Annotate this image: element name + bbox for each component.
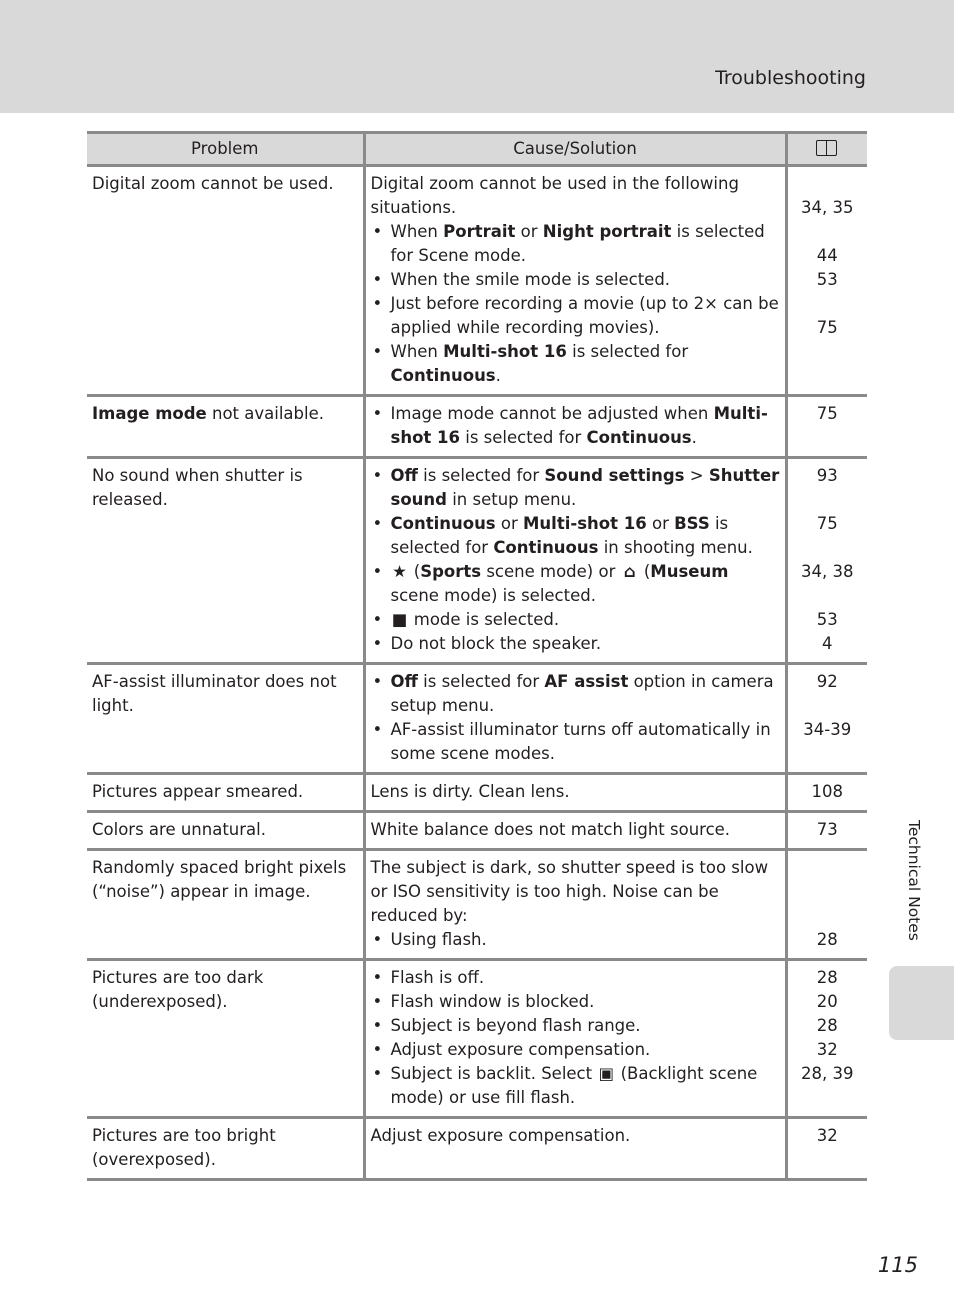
text: When [390, 222, 444, 241]
text: (Backlight scene mode) or use fill flash. [390, 1064, 758, 1107]
book-icon [815, 139, 839, 157]
text: Image mode cannot be adjusted when [390, 404, 714, 423]
page-ref: 53 [816, 610, 838, 629]
text: scene mode) is selected. [390, 586, 596, 605]
page-ref: 44 [816, 246, 838, 265]
problem-cell [87, 166, 364, 396]
page-ref: 73 [816, 820, 838, 839]
setting-name: Shutter sound [390, 466, 780, 509]
text: is selected for [460, 428, 587, 447]
page-ref: 20 [816, 992, 838, 1011]
cause-cell [364, 664, 786, 774]
cause-bullet: • Adjust exposure compensation. [371, 1038, 780, 1062]
table-row [87, 664, 867, 774]
side-tab-label: Technical Notes [905, 820, 923, 941]
text: scene mode) or [481, 562, 621, 581]
problem-text: Colors are unnatural. [92, 820, 266, 839]
text: or [515, 222, 543, 241]
reference-cell [786, 1118, 867, 1180]
problem-text: Pictures appear smeared. [92, 782, 304, 801]
problem-cell [87, 812, 364, 850]
problem-cell [87, 664, 364, 774]
text: mode is selected. [408, 610, 560, 629]
setting-name: Image mode [92, 404, 207, 423]
table-row [87, 396, 867, 458]
setting-name: Continuous [586, 428, 692, 447]
page-number: 115 [877, 1253, 918, 1277]
cause-intro: The subject is dark, so shutter speed is too slow or ISO sensitivity is too high. Noise can be reduced by: [370, 858, 769, 925]
page-ref: 32 [816, 1126, 838, 1145]
text: Subject is backlit. Select [390, 1064, 598, 1083]
cause-cell [364, 458, 786, 664]
cause-bullet [371, 464, 780, 512]
reference-cell [786, 458, 867, 664]
page-ref: 34-39 [803, 720, 852, 739]
page-ref: 34, 38 [801, 562, 854, 581]
table-row [87, 812, 867, 850]
cause-bullet [371, 340, 780, 388]
text: is selected for [390, 514, 729, 557]
movie-mode-icon: ■ [391, 610, 408, 629]
problem-cell [87, 960, 364, 1118]
page-ref: 28 [816, 930, 838, 949]
setting-name: Sports [420, 562, 482, 581]
page-ref: 4 [822, 634, 833, 653]
cause-text: White balance does not match light source. [370, 820, 731, 839]
cause-bullet [371, 512, 780, 560]
setting-name: BSS [674, 514, 710, 533]
reference-cell [786, 774, 867, 812]
cause-bullet: • Flash window is blocked. [371, 990, 780, 1014]
setting-name: Portrait [443, 222, 516, 241]
setting-name: Multi-shot 16 [523, 514, 647, 533]
page-ref: 92 [816, 672, 838, 691]
table-header-row [87, 133, 867, 166]
cause-bullet: • Flash is off. [371, 966, 780, 990]
setting-name: Continuous [390, 514, 496, 533]
text: ( [638, 562, 651, 581]
cause-cell [364, 166, 786, 396]
reference-cell [786, 664, 867, 774]
reference-cell [786, 396, 867, 458]
cause-bullet [371, 402, 780, 450]
text: option in camera setup menu. [390, 672, 774, 715]
cause-cell [364, 812, 786, 850]
problem-cell [87, 396, 364, 458]
problem-text: Digital zoom cannot be used. [92, 174, 334, 193]
cause-cell [364, 396, 786, 458]
text: > [684, 466, 709, 485]
page-ref: 75 [816, 514, 838, 533]
problem-text: AF-assist illuminator does not light. [92, 672, 337, 715]
reference-cell [786, 960, 867, 1118]
page-ref: 75 [816, 318, 838, 337]
cause-bullet: • When the smile mode is selected. [371, 268, 780, 292]
cause-text: Lens is dirty. Clean lens. [370, 782, 570, 801]
text: or [495, 514, 524, 533]
text: . [495, 366, 501, 385]
text: When [390, 342, 444, 361]
problem-text: Pictures are too dark (underexposed). [92, 968, 264, 1011]
cause-bullet [371, 220, 780, 268]
column-header-cause: Cause/Solution [364, 133, 786, 166]
cause-bullet [371, 608, 780, 632]
setting-name: Museum [650, 562, 729, 581]
page-ref: 32 [816, 1040, 838, 1059]
table-row [87, 850, 867, 960]
setting-name: Off [390, 672, 418, 691]
cause-bullet: • Just before recording a movie (up to 2× can be applied while recording movies). [371, 292, 780, 340]
cause-cell [364, 960, 786, 1118]
text: or [646, 514, 675, 533]
text: is selected for [566, 342, 689, 361]
page-ref: 93 [816, 466, 838, 485]
page-ref: 34, 35 [801, 198, 854, 217]
setting-name: AF assist [544, 672, 629, 691]
problem-cell [87, 458, 364, 664]
cause-cell [364, 1118, 786, 1180]
museum-scene-icon: ⌂ [623, 562, 636, 581]
setting-name: Multi-shot 16 [390, 404, 768, 447]
setting-name: Continuous [390, 366, 496, 385]
cause-cell [364, 850, 786, 960]
page-ref: 28 [816, 1016, 838, 1035]
setting-name: Off [390, 466, 418, 485]
cause-bullet: • AF-assist illuminator turns off automatically in some scene modes. [371, 718, 780, 766]
cause-text: Adjust exposure compensation. [370, 1126, 631, 1145]
problem-text: No sound when shutter is released. [92, 466, 303, 509]
text: ( [408, 562, 421, 581]
cause-cell [364, 774, 786, 812]
text: is selected for Scene mode. [390, 222, 765, 265]
table-row [87, 960, 867, 1118]
page-ref: 53 [816, 270, 838, 289]
problem-cell [87, 1118, 364, 1180]
cause-bullet: • Using flash. [371, 928, 780, 952]
problem-text: Pictures are too bright (overexposed). [92, 1126, 276, 1169]
cause-bullet [371, 670, 780, 718]
header-band [0, 0, 954, 113]
text: in setup menu. [446, 490, 577, 509]
cause-bullet: • Subject is beyond flash range. [371, 1014, 780, 1038]
side-tab [889, 966, 954, 1040]
troubleshooting-table [87, 131, 867, 1181]
problem-cell [87, 850, 364, 960]
table-row [87, 458, 867, 664]
table-row [87, 166, 867, 396]
backlight-scene-icon: ▣ [598, 1064, 615, 1083]
column-header-reference [786, 133, 867, 166]
table-row [87, 774, 867, 812]
cause-bullet [371, 1062, 780, 1110]
text: . [691, 428, 697, 447]
problem-text: Randomly spaced bright pixels (“noise”) appear in image. [92, 858, 347, 901]
text: is selected for [417, 466, 545, 485]
setting-name: Night portrait [542, 222, 672, 241]
problem-text: not available. [206, 404, 324, 423]
problem-cell [87, 774, 364, 812]
setting-name: Continuous [493, 538, 599, 557]
reference-cell [786, 812, 867, 850]
setting-name: Sound settings [544, 466, 685, 485]
text: in shooting menu. [598, 538, 753, 557]
column-header-problem: Problem [87, 133, 364, 166]
page-ref: 28, 39 [801, 1064, 854, 1083]
section-title: Troubleshooting [715, 67, 866, 89]
page-ref: 28 [816, 968, 838, 987]
setting-name: Multi-shot 16 [443, 342, 567, 361]
cause-bullet [371, 560, 780, 608]
table-row [87, 1118, 867, 1180]
page-ref: 75 [816, 404, 838, 423]
sports-scene-icon: ★ [392, 562, 407, 581]
page-ref: 108 [811, 782, 843, 801]
cause-intro: Digital zoom cannot be used in the following situations. [370, 174, 739, 217]
cause-bullet: • Do not block the speaker. [371, 632, 780, 656]
reference-cell [786, 166, 867, 396]
reference-cell [786, 850, 867, 960]
text: is selected for [417, 672, 545, 691]
